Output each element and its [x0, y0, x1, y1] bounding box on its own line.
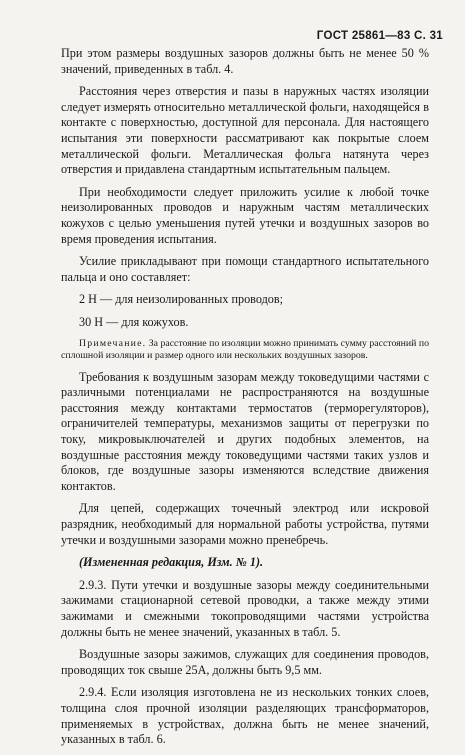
note-label: Примечание. [79, 337, 147, 349]
paragraph-apply-force: При необходимости следует приложить усилие к любой точке неизолированных проводов и наружным частям металлических кожухов с целью уменьшения путей утечки и воздушных зазоров во время проведения испытания. [61, 184, 429, 246]
paragraph-spark-gap: Для цепей, содержащих точечный электрод или искровой разрядник, необходимый для нормальной работы устройства, путями утечки и воздушными зазорами можно пренебречь. [61, 501, 429, 547]
list-item-bare-wires: 2 Н — для неизолированных проводов; [79, 292, 284, 307]
paragraph-2-9-3: 2.9.3. Пути утечки и воздушные зазоры между соединительными зажимами стационарной сетевой проводки, а также между этими зажимами и смежными токопроводящими частями устройства должны быть не менее значений, указанных в табл. 5. [61, 577, 429, 639]
page-header: ГОСТ 25861—83 С. 31 [316, 30, 443, 42]
paragraph-metal-foil: Расстояния через отверстия и пазы в наружных частях изоляции следует измерять относительно металлической фольги, находящейся в контакте с поверхностью, доступной для персонала. Для настоящего испытания эти поверхности рассматривают как покрытые слоем металлической фольги. Металлическая фольга натянута через отверстия и придавлена стандартным испытательным пальцем. [61, 84, 429, 177]
paragraph-air-gaps-50: При этом размеры воздушных зазоров должны быть не менее 50 % значений, приведенных в табл. 4. [61, 46, 429, 76]
document-body [61, 46, 429, 755]
paragraph-exceptions: Требования к воздушным зазорам между токоведущими частями с различными потенциалами не распространяются на воздушные расстояния между контактами термостатов (терморегуляторов), ограничителей температуры, механизмов защиты от перегрузки по току, микровыключателей и других подобных элементов, на воздушные расстояния между токоведущими частями таких узлов и блоков, где воздушные зазоры изменяются вследствие движения контактов. [61, 369, 429, 493]
paragraph-test-finger: Усилие прикладывают при помощи стандартного испытательного пальца и оно составляет: [61, 254, 429, 284]
amendment-note: (Измененная редакция, Изм. № 1). [79, 555, 264, 570]
paragraph-terminals-25a: Воздушные зазоры зажимов, служащих для соединения проводов, проводящих ток свыше 25А, должны быть 9,5 мм. [61, 647, 429, 677]
paragraph-2-9-4: 2.9.4. Если изоляция изготовлена не из нескольких тонких слоев, толщина слоя прочной изоляции разделяющих трансформаторов, применяемых в устройствах, должна быть не менее значений, указанных в табл. 6. [61, 685, 429, 747]
note [61, 338, 429, 363]
list-item-enclosures: 30 Н — для кожухов. [79, 314, 189, 329]
note-text: За расстояние по изоляции можно принимать сумму расстояний по сплошной изоляции и размер одного или нескольких воздушных зазоров. [61, 337, 430, 362]
